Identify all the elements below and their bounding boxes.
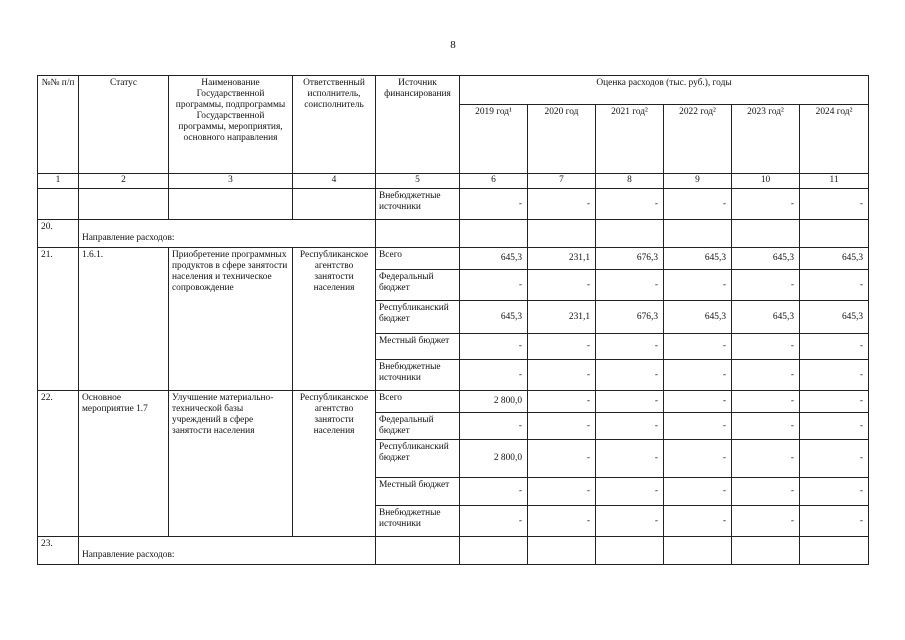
column-number: 3 — [169, 174, 293, 189]
value-cell: - — [596, 413, 664, 440]
source-cell: Федеральный бюджет — [376, 270, 460, 301]
value-cell: - — [664, 413, 732, 440]
column-number: 5 — [376, 174, 460, 189]
header-year: 2023 год² — [732, 105, 800, 174]
column-number: 9 — [664, 174, 732, 189]
value-cell: - — [732, 334, 800, 360]
value-cell: 645,3 — [732, 301, 800, 334]
header-year: 2019 год¹ — [460, 105, 528, 174]
value-cell: 645,3 — [460, 248, 528, 270]
source-cell: Внебюджетные источники — [376, 506, 460, 537]
header-year: 2020 год — [528, 105, 596, 174]
value-cell: - — [528, 413, 596, 440]
source-cell: Всего — [376, 248, 460, 270]
value-cell: - — [528, 478, 596, 506]
header-year: 2024 год² — [800, 105, 869, 174]
column-number: 6 — [460, 174, 528, 189]
table-row — [38, 220, 869, 248]
header-year: 2022 год² — [664, 105, 732, 174]
header-num: №№ п/п — [38, 76, 79, 174]
value-cell: - — [800, 506, 869, 537]
header-name: Наименование Государственной программы, подпрограммы Государственной программы, мероприятия, основного направления — [169, 76, 293, 174]
value-cell: - — [528, 506, 596, 537]
header-estimate: Оценка расходов (тыс. руб.), годы — [460, 76, 869, 105]
value-cell: - — [732, 189, 800, 220]
column-number-row — [38, 174, 869, 189]
value-cell: - — [732, 506, 800, 537]
value-cell: - — [460, 270, 528, 301]
value-cell: 645,3 — [732, 248, 800, 270]
column-number: 7 — [528, 174, 596, 189]
value-cell: 645,3 — [800, 248, 869, 270]
value-cell: - — [596, 270, 664, 301]
value-cell: - — [732, 360, 800, 391]
value-cell: 231,1 — [528, 248, 596, 270]
value-cell: - — [664, 440, 732, 478]
direction-label: Направление расходов: — [79, 537, 376, 565]
value-cell: - — [664, 270, 732, 301]
value-cell: 2 800,0 — [460, 440, 528, 478]
header-status: Статус — [79, 76, 169, 174]
value-cell: - — [664, 360, 732, 391]
value-cell: - — [732, 413, 800, 440]
table-row — [38, 248, 869, 270]
row-number: 20. — [38, 220, 79, 248]
source-cell: Внебюджетные источники — [376, 360, 460, 391]
value-cell: - — [528, 189, 596, 220]
value-cell: - — [596, 391, 664, 413]
value-cell: - — [732, 270, 800, 301]
name-cell: Улучшение материально-технической базы учреждений в сфере занятости населения — [169, 391, 293, 537]
table-row — [38, 391, 869, 413]
source-cell: Всего — [376, 391, 460, 413]
expenditure-table — [37, 75, 869, 565]
value-cell: - — [664, 391, 732, 413]
column-number: 2 — [79, 174, 169, 189]
page-number: 8 — [450, 39, 456, 51]
value-cell: - — [596, 478, 664, 506]
responsible-cell: Республиканское агентство занятости населения — [293, 391, 376, 537]
responsible-cell: Республиканское агентство занятости населения — [293, 248, 376, 391]
column-number: 1 — [38, 174, 79, 189]
value-cell: - — [800, 360, 869, 391]
value-cell: 676,3 — [596, 301, 664, 334]
source-cell: Внебюджетные источники — [376, 189, 460, 220]
value-cell: - — [528, 440, 596, 478]
value-cell: - — [596, 440, 664, 478]
row-number: 22. — [38, 391, 79, 537]
value-cell: 231,1 — [528, 301, 596, 334]
direction-label: Направление расходов: — [79, 220, 376, 248]
value-cell: 645,3 — [460, 301, 528, 334]
name-cell: Приобретение программных продуктов в сфере занятости населения и техническое сопровождение — [169, 248, 293, 391]
header-year: 2021 год² — [596, 105, 664, 174]
row-number: 21. — [38, 248, 79, 391]
source-cell: Федеральный бюджет — [376, 413, 460, 440]
value-cell: - — [596, 334, 664, 360]
value-cell: - — [732, 440, 800, 478]
value-cell: - — [528, 334, 596, 360]
table-row — [38, 189, 869, 220]
value-cell: - — [664, 506, 732, 537]
value-cell: - — [460, 506, 528, 537]
value-cell: - — [800, 478, 869, 506]
value-cell: - — [596, 506, 664, 537]
value-cell: - — [528, 360, 596, 391]
status-cell: Основное мероприятие 1.7 — [79, 391, 169, 537]
value-cell: - — [664, 478, 732, 506]
value-cell: - — [460, 413, 528, 440]
value-cell: - — [732, 391, 800, 413]
value-cell: 2 800,0 — [460, 391, 528, 413]
value-cell: - — [800, 391, 869, 413]
value-cell: - — [528, 391, 596, 413]
column-number: 11 — [800, 174, 869, 189]
value-cell: - — [800, 334, 869, 360]
value-cell: - — [800, 189, 869, 220]
value-cell: - — [460, 334, 528, 360]
column-number: 10 — [732, 174, 800, 189]
value-cell: - — [460, 360, 528, 391]
value-cell: - — [596, 360, 664, 391]
status-cell: 1.6.1. — [79, 248, 169, 391]
value-cell: - — [800, 413, 869, 440]
source-cell: Местный бюджет — [376, 478, 460, 506]
header-source: Источник финансирования — [376, 76, 460, 174]
column-number: 8 — [596, 174, 664, 189]
value-cell: - — [460, 478, 528, 506]
value-cell: 645,3 — [800, 301, 869, 334]
source-cell: Местный бюджет — [376, 334, 460, 360]
value-cell: - — [596, 189, 664, 220]
value-cell: - — [664, 189, 732, 220]
table-row — [38, 537, 869, 565]
column-number: 4 — [293, 174, 376, 189]
row-number: 23. — [38, 537, 79, 565]
value-cell: - — [460, 189, 528, 220]
value-cell: 645,3 — [664, 248, 732, 270]
source-cell: Республиканский бюджет — [376, 440, 460, 478]
value-cell: - — [664, 334, 732, 360]
value-cell: - — [528, 270, 596, 301]
value-cell: - — [800, 270, 869, 301]
value-cell: 645,3 — [664, 301, 732, 334]
value-cell: 676,3 — [596, 248, 664, 270]
value-cell: - — [732, 478, 800, 506]
header-responsible: Ответственный исполнитель, соисполнитель — [293, 76, 376, 174]
value-cell: - — [800, 440, 869, 478]
source-cell: Республиканский бюджет — [376, 301, 460, 334]
